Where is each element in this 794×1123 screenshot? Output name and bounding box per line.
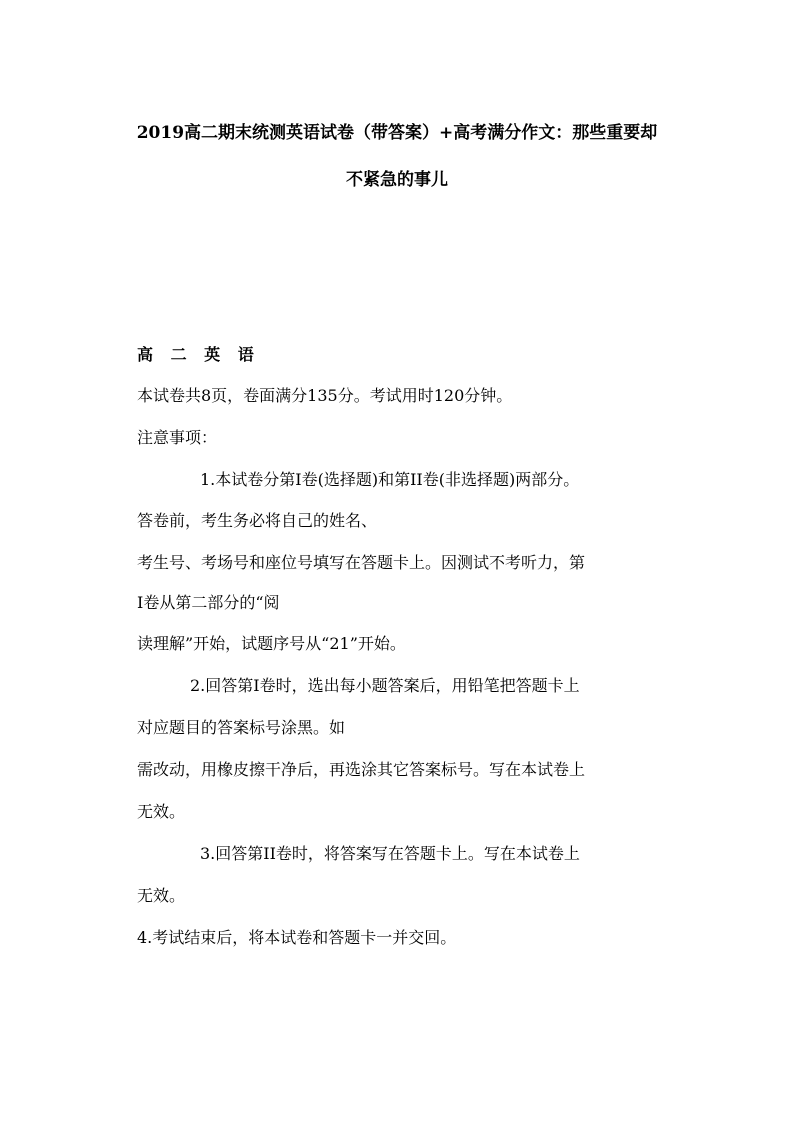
notes-heading: 注意事项：	[137, 428, 218, 447]
document-title-line-1: 2019高二期末统测英语试卷（带答案）+高考满分作文：那些重要却	[136, 123, 658, 143]
note-1-line-4: I卷从第二部分的“阅	[137, 593, 280, 612]
note-3-line-2: 无效。	[137, 886, 186, 905]
note-1-line-1: 1.本试卷分第I卷(选择题)和第II卷(非选择题)两部分。	[200, 470, 580, 489]
note-4-line-1: 4.考试结束后，将本试卷和答题卡一并交回。	[137, 928, 457, 947]
document-title-line-2: 不紧急的事儿	[346, 170, 448, 190]
note-2-line-4: 无效。	[137, 802, 186, 821]
exam-intro: 本试卷共8页，卷面满分135分。考试用时120分钟。	[137, 386, 513, 405]
subject-heading: 高 二 英 语	[137, 345, 260, 364]
note-1-line-2: 答卷前，考生务必将自己的姓名、	[137, 511, 378, 530]
note-2-line-1: 2.回答第I卷时，选出每小题答案后，用铅笔把答题卡上	[190, 676, 580, 695]
note-1-line-5: 读理解”开始，试题序号从“21”开始。	[137, 634, 406, 653]
note-2-line-2: 对应题目的答案标号涂黑。如	[137, 718, 346, 737]
note-3-line-1: 3.回答第II卷时，将答案写在答题卡上。写在本试卷上	[200, 844, 580, 863]
note-1-line-3: 考生号、考场号和座位号填写在答题卡上。因测试不考听力，第	[137, 553, 586, 572]
note-2-line-3: 需改动，用橡皮擦干净后，再选涂其它答案标号。写在本试卷上	[137, 760, 586, 779]
